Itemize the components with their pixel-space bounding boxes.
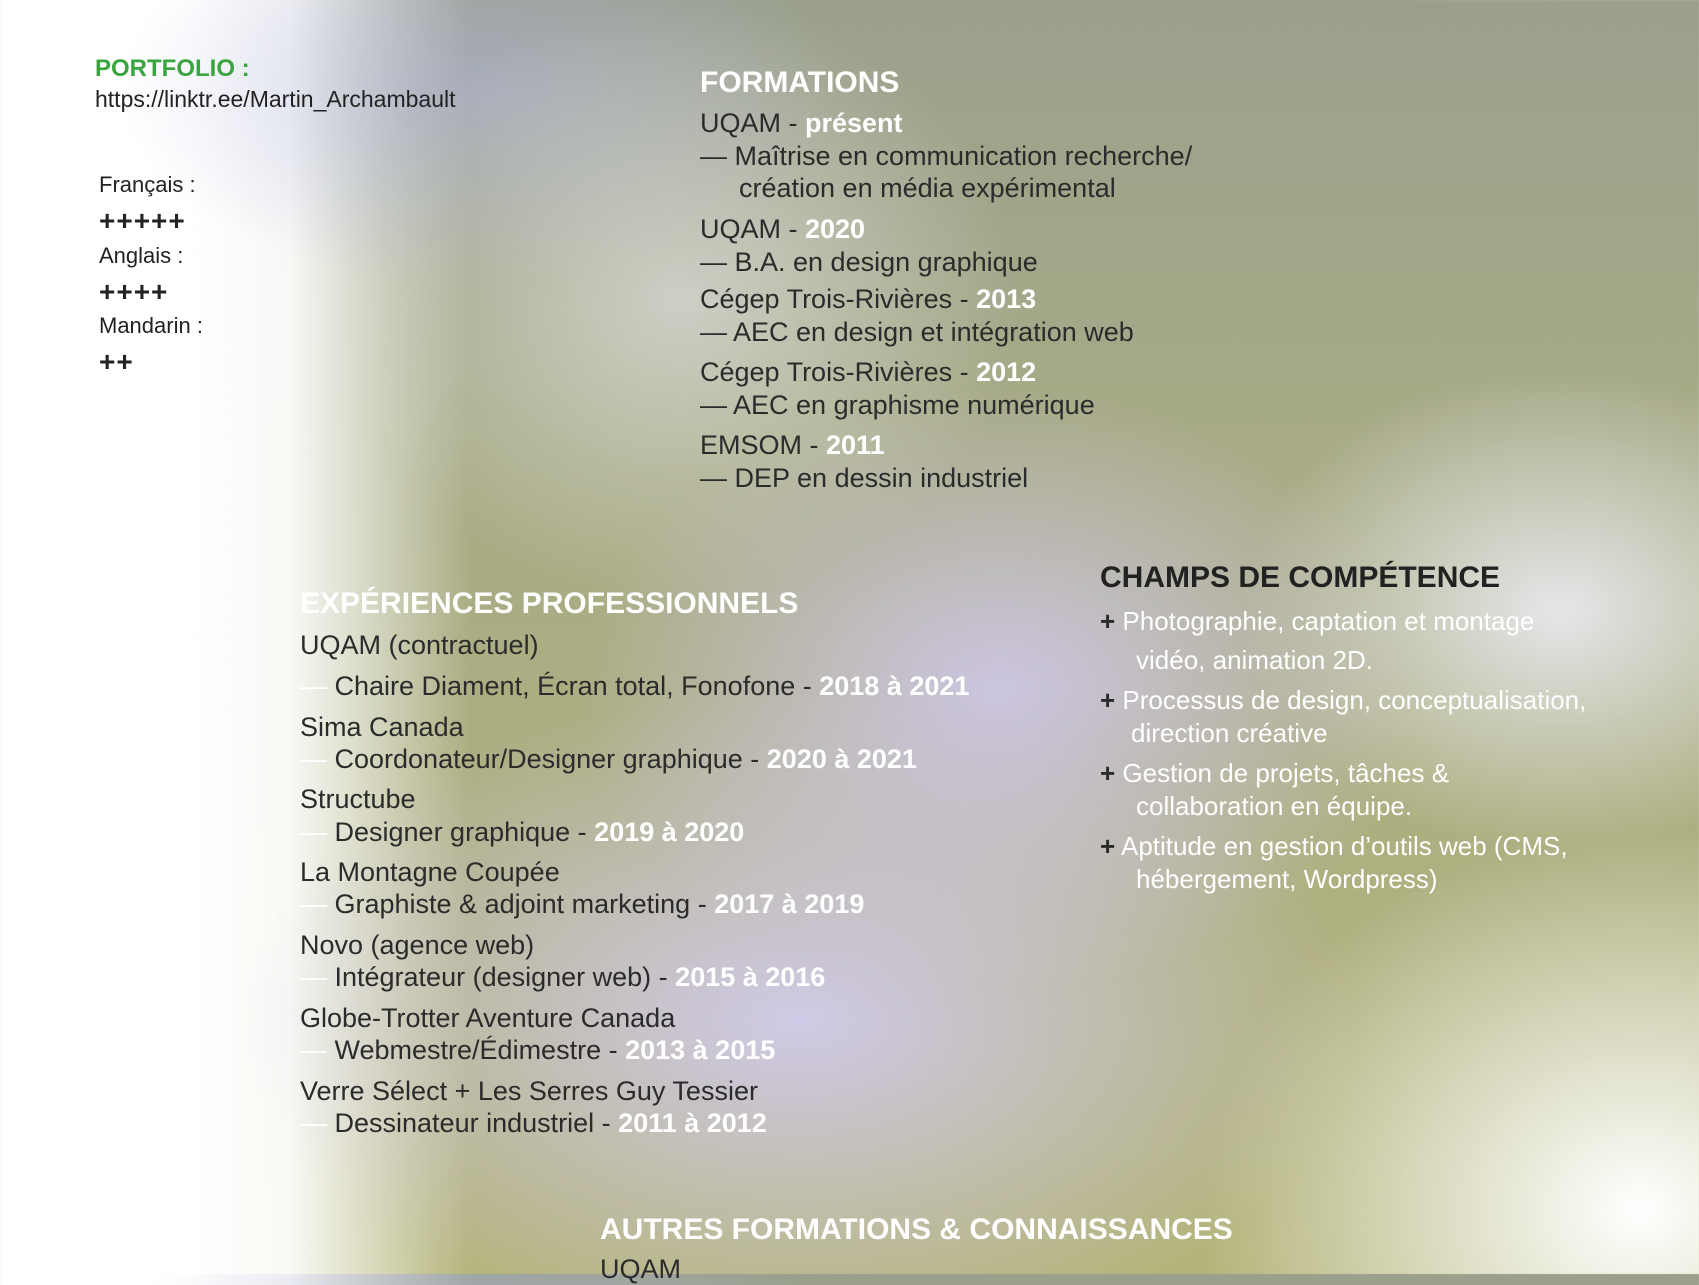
portfolio-link[interactable]: https://linktr.ee/Martin_Archambault <box>95 86 456 112</box>
experiences-title: EXPÉRIENCES PROFESSIONNELS <box>300 587 799 620</box>
experience-role: — Chaire Diament, Écran total, Fonofone - 2018 à 2021 <box>300 671 970 701</box>
formation-detail: — DEP en dessin industriel <box>700 463 1029 493</box>
experience-employer: UQAM (contractuel) <box>300 630 539 660</box>
language-name-mandarin: Mandarin : <box>99 313 203 338</box>
autres-formations-first-item: UQAM <box>600 1254 681 1284</box>
experience-employer: Structube <box>300 784 416 814</box>
portfolio-label: PORTFOLIO : <box>95 55 250 82</box>
autres-formations-title: AUTRES FORMATIONS & CONNAISSANCES <box>600 1213 1233 1246</box>
experience-role: — Dessinateur industriel - 2011 à 2012 <box>300 1108 767 1138</box>
formation-detail: création en média expérimental <box>739 173 1116 203</box>
experience-employer: Globe-Trotter Aventure Canada <box>300 1003 676 1033</box>
formation-year: 2011 <box>826 430 885 460</box>
formation-detail: — AEC en design et intégration web <box>700 317 1134 347</box>
formation-detail: — Maîtrise en communication recherche/ <box>700 141 1193 171</box>
competence-item-continued: collaboration en équipe. <box>1136 791 1413 821</box>
formation-heading: Cégep Trois-Rivières - 2013 <box>700 284 1037 314</box>
competence-item: + Photographie, captation et montage <box>1100 606 1535 636</box>
experience-employer: La Montagne Coupée <box>300 857 560 887</box>
competence-item: + Gestion de projets, tâches & <box>1100 758 1450 788</box>
formation-school: Cégep Trois-Rivières <box>700 357 953 387</box>
formation-heading: UQAM - 2020 <box>700 214 866 244</box>
experience-role: — Webmestre/Édimestre - 2013 à 2015 <box>300 1035 776 1065</box>
experience-employer: Sima Canada <box>300 712 464 742</box>
language-level-english: ++++ <box>99 276 169 307</box>
competence-item: + Processus de design, conceptualisation, <box>1100 685 1587 715</box>
formation-year: présent <box>805 108 903 138</box>
experience-employer: Verre Sélect + Les Serres Guy Tessier <box>300 1076 758 1106</box>
competence-item-continued: hébergement, Wordpress) <box>1136 864 1438 894</box>
formation-school: UQAM <box>700 214 781 244</box>
language-level-french: +++++ <box>99 205 186 236</box>
experience-role: — Designer graphique - 2019 à 2020 <box>300 817 745 847</box>
plus-icon: + <box>1100 685 1116 715</box>
experience-period: 2011 à 2012 <box>618 1108 767 1138</box>
language-level-mandarin: ++ <box>99 346 134 377</box>
formation-year: 2013 <box>976 284 1037 314</box>
competences-title: CHAMPS DE COMPÉTENCE <box>1100 561 1501 594</box>
formation-school: UQAM <box>700 108 781 138</box>
experience-role: — Coordonateur/Designer graphique - 2020 à 2021 <box>300 744 917 774</box>
plus-icon: + <box>1100 606 1116 636</box>
experience-role: — Intégrateur (designer web) - 2015 à 2016 <box>300 962 826 992</box>
formation-heading: EMSOM - 2011 <box>700 430 885 460</box>
experience-period: 2013 à 2015 <box>625 1035 776 1065</box>
language-name-english: Anglais : <box>99 243 184 268</box>
plus-icon: + <box>1100 831 1116 861</box>
experience-period: 2015 à 2016 <box>675 962 826 992</box>
experience-period: 2019 à 2020 <box>594 817 745 847</box>
formation-school: Cégep Trois-Rivières <box>700 284 953 314</box>
language-name-french: Français : <box>99 172 196 197</box>
experience-period: 2020 à 2021 <box>766 744 917 774</box>
formation-year: 2020 <box>805 214 866 244</box>
experience-employer: Novo (agence web) <box>300 930 535 960</box>
competence-item-continued: direction créative <box>1131 718 1328 748</box>
formation-heading: UQAM - présent <box>700 108 903 138</box>
competence-item: + Aptitude en gestion d’outils web (CMS, <box>1100 831 1568 861</box>
formation-year: 2012 <box>976 357 1037 387</box>
experience-period: 2018 à 2021 <box>819 671 970 701</box>
experience-period: 2017 à 2019 <box>714 889 865 919</box>
experience-role: — Graphiste & adjoint marketing - 2017 à 2019 <box>300 889 865 919</box>
formation-heading: Cégep Trois-Rivières - 2012 <box>700 357 1037 387</box>
plus-icon: + <box>1100 758 1116 788</box>
formations-title: FORMATIONS <box>700 66 900 99</box>
formation-detail: — AEC en graphisme numérique <box>700 390 1095 420</box>
formation-school: EMSOM <box>700 430 803 460</box>
competence-item-continued: vidéo, animation 2D. <box>1136 645 1374 675</box>
formation-detail: — B.A. en design graphique <box>700 247 1038 277</box>
